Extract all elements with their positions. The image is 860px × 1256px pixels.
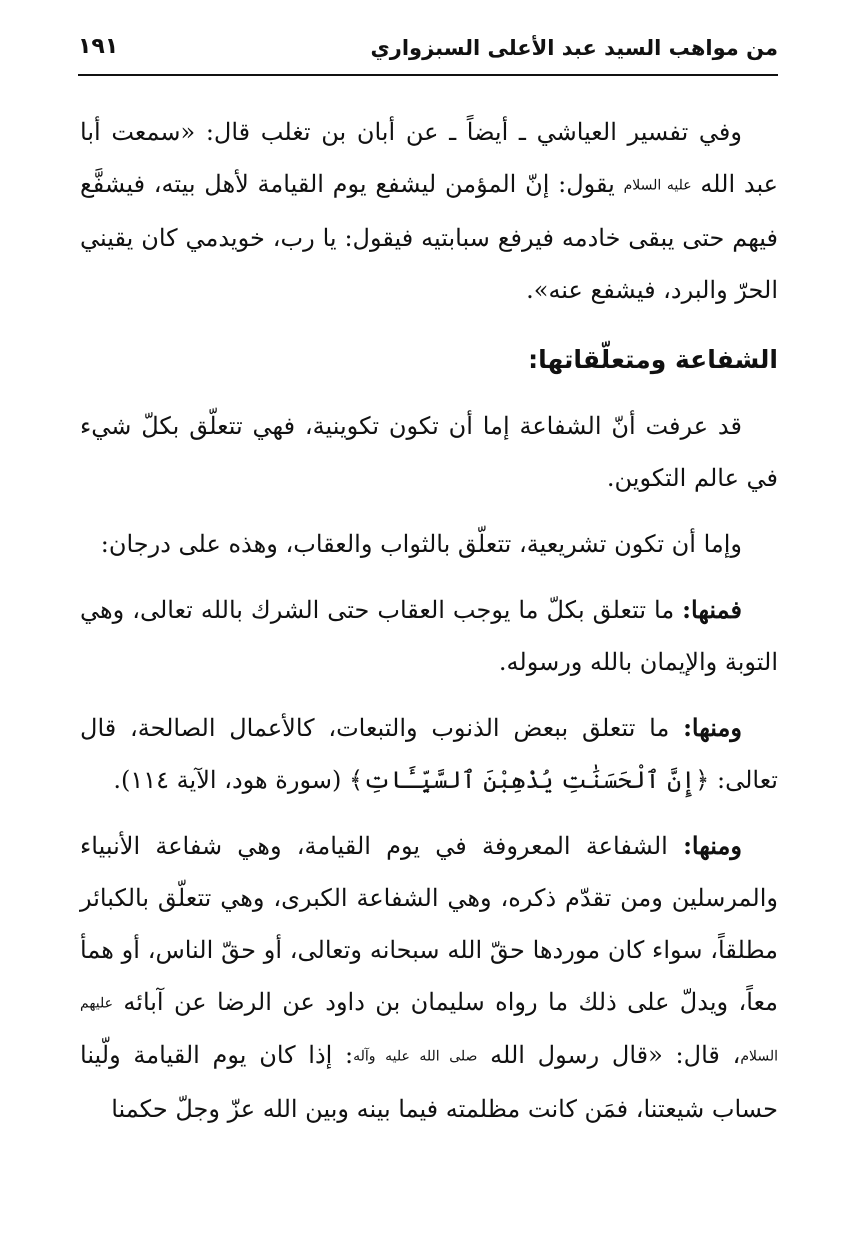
verse-citation: (سورة هود، الآية ١١٤). xyxy=(113,765,342,794)
paragraph-body-end: : إذا كان يوم القيامة ولّينا حساب شيعتنا، فمَن كانت مظلمته فيما بينه وبين الله عزّ وجلّ حكمنا xyxy=(80,1041,778,1123)
paragraph-legislative-intercession: وإما أن تكون تشريعية، تتعلّق بالثواب والعقاب، وهذه على درجان: xyxy=(100,529,742,558)
paragraph-creational-intercession: قد عرفت أنّ الشفاعة إما أن تكون تكوينية، فهي تتعلّق بكلّ شيء في عالم التكوين. xyxy=(80,411,778,492)
page-number: ١٩١ xyxy=(78,34,119,59)
paragraph-body: ما تتعلق ببعض الذنوب والتبعات، كالأعمال الصالحة، قال تعالى: xyxy=(80,713,778,794)
quran-verse: ﴿إِنَّ ٱلْحَسَنَٰتِ يُذْهِبْنَ ٱلسَّيِّـَٔاتِ﴾ xyxy=(348,765,710,794)
header-title: من مواهب السيد عبد الأعلى السبزواري xyxy=(370,36,778,60)
section-heading: الشفاعة ومتعلّقاتها: xyxy=(528,344,778,374)
paragraph-body: ما تتعلق بكلّ ما يوجب العقاب حتى الشرك بالله تعالى، وهي التوبة والإيمان بالله ورسوله. xyxy=(80,595,778,676)
paragraph-lead-word: فمنها: xyxy=(682,594,742,624)
paragraph-lead-word: ومنها: xyxy=(683,712,742,742)
body-text xyxy=(80,106,778,1135)
narration-text-start: وفي تفسير العياشي ـ أيضاً ـ عن أبان بن تغلب قال: «سمعت أبا عبد الله xyxy=(80,118,779,198)
paragraph-ayyashi-narration xyxy=(80,106,778,316)
paragraph-third-degree xyxy=(80,820,778,1135)
narration-text-end: يقول: إنّ المؤمن ليشفع يوم القيامة لأهل بيته، فيشفَّع فيهم حتى يبقى خادمه فيرفع سبابتيه فيقول: يا رب، خويدمي كان يقيني الحرّ والبرد، فيشفع عنه». xyxy=(80,170,778,304)
running-header xyxy=(78,28,778,76)
paragraph-second-degree xyxy=(80,702,778,806)
honorific-alayhi-salam: عليه السلام xyxy=(623,177,692,194)
paragraph-lead-word: ومنها: xyxy=(683,830,742,860)
paragraph-body-continued: ، قال: «قال رسول الله xyxy=(490,1041,741,1069)
paragraph-body: الشفاعة المعروفة في يوم القيامة، وهي شفاعة الأنبياء والمرسلين ومن تقدّم ذكره، وهي الشفاعة الكبرى، وهي تتعلّق بالكبائر مطلقاً، سواء كان موردها حقّ الله سبحانه وتعالى، أو حقّ الناس، أو همأ معاً، ويدلّ على ذلك ما رواه سليمان بن داود عن الرضا عن آبائه xyxy=(80,831,779,1016)
honorific-salawat: صلى الله عليه وآله xyxy=(353,1048,478,1065)
honorific-alayhim-salam: عليهم السلام xyxy=(80,995,778,1065)
paragraph-first-degree xyxy=(80,584,778,688)
